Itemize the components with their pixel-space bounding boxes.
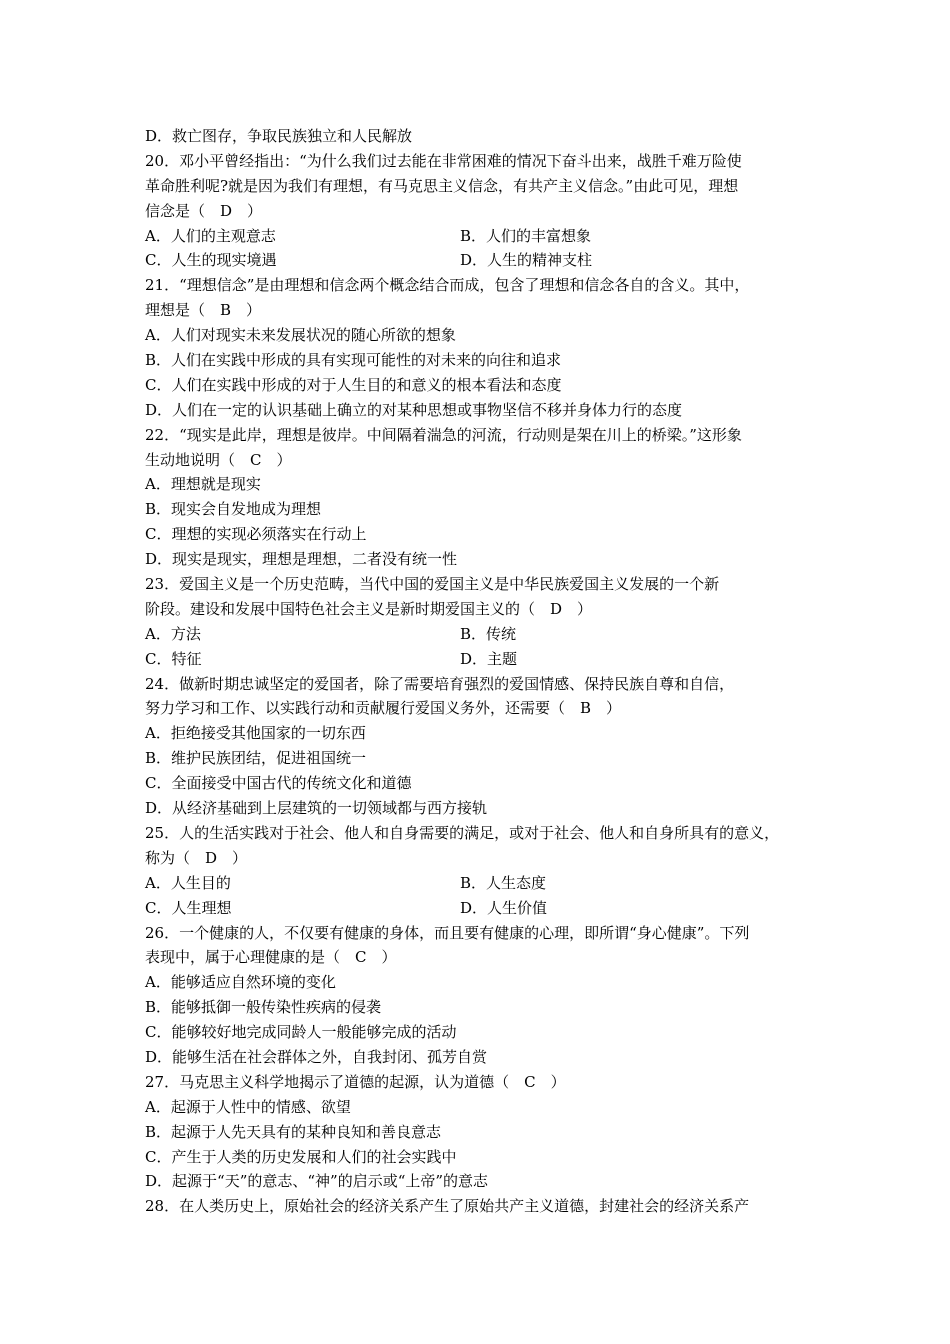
text-line: C．产生于人类的历史发展和人们的社会实践中 (145, 1147, 457, 1166)
text-line: 26．一个健康的人，不仅要有健康的身体，而且要有健康的心理，即所谓“身心健康”。下列 (145, 923, 750, 942)
text-line: 称为（ D ） (145, 848, 248, 867)
text-line: C．理想的实现必须落实在行动上 (145, 525, 367, 544)
option-left: C．人生的现实境遇 (145, 251, 277, 270)
text-line: D．救亡图存，争取民族独立和人民解放 (145, 127, 413, 145)
option-right: B．传统 (460, 624, 517, 643)
text-line: B．能够抵御一般传染性疾病的侵袭 (145, 998, 382, 1017)
text-line: D．现实是现实，理想是理想，二者没有统一性 (145, 550, 458, 569)
text-line: 22．“现实是此岸，理想是彼岸。中间隔着湍急的河流，行动则是架在川上的桥梁。”这形象 (145, 425, 742, 444)
text-line: C．人们在实践中形成的对于人生目的和意义的根本看法和态度 (145, 375, 562, 394)
text-line: 理想是（ B ） (145, 301, 262, 320)
text-line: 阶段。建设和发展中国特色社会主义是新时期爱国主义的（ D ） (145, 599, 593, 618)
option-left: C．人生理想 (145, 898, 232, 917)
option-right: D．人生价值 (460, 898, 548, 917)
text-line: A．起源于人性中的情感、欲望 (145, 1097, 351, 1116)
option-row (145, 871, 815, 896)
text-line: D．从经济基础到上层建筑的一切领域都与西方接轨 (145, 799, 488, 818)
option-left: A．人生目的 (145, 873, 231, 892)
text-line: B．起源于人先天具有的某种良知和善良意志 (145, 1122, 442, 1141)
document-body (145, 124, 815, 1219)
text-line: A．能够适应自然环境的变化 (145, 973, 336, 992)
text-line: 革命胜利呢?就是因为我们有理想，有马克思主义信念，有共产主义信念。”由此可见，理想 (145, 176, 739, 195)
option-row (145, 224, 815, 249)
option-row (145, 622, 815, 647)
text-line: 28．在人类历史上，原始社会的经济关系产生了原始共产主义道德，封建社会的经济关系产 (145, 1197, 750, 1216)
text-line: 27．马克思主义科学地揭示了道德的起源，认为道德（ C ） (145, 1072, 566, 1091)
text-line: 23．爱国主义是一个历史范畴，当代中国的爱国主义是中华民族爱国主义发展的一个新 (145, 575, 720, 594)
text-line: 生动地说明（ C ） (145, 450, 292, 469)
option-left: A．方法 (145, 624, 201, 643)
text-line: C．能够较好地完成同龄人一般能够完成的活动 (145, 1023, 457, 1042)
text-line: D．能够生活在社会群体之外，自我封闭、孤芳自赏 (145, 1047, 488, 1066)
text-line: A．拒绝接受其他国家的一切东西 (145, 724, 366, 743)
option-right: B．人们的丰富想象 (460, 226, 592, 245)
text-line: D．人们在一定的认识基础上确立的对某种思想或事物坚信不移并身体力行的态度 (145, 400, 683, 419)
text-line: 表现中，属于心理健康的是（ C ） (145, 948, 397, 967)
option-row (145, 647, 815, 672)
option-left: A．人们的主观意志 (145, 226, 276, 245)
text-line: 21．“理想信念”是由理想和信念两个概念结合而成，包含了理想和信念各自的含义。其中， (145, 276, 750, 295)
option-right: B．人生态度 (460, 873, 547, 892)
text-line: A．人们对现实未来发展状况的随心所欲的想象 (145, 326, 456, 345)
text-line: 努力学习和工作、以实践行动和贡献履行爱国义务外，还需要（ B ） (145, 699, 622, 718)
text-line: B．现实会自发地成为理想 (145, 500, 322, 519)
option-left: C．特征 (145, 649, 202, 668)
option-right: D．人生的精神支柱 (460, 251, 593, 270)
text-line: 20．邓小平曾经指出：“为什么我们过去能在非常困难的情况下奋斗出来，战胜千难万险使 (145, 151, 742, 170)
text-line: 24．做新时期忠诚坚定的爱国者，除了需要培育强烈的爱国情感、保持民族自尊和自信， (145, 674, 735, 693)
text-line: 25．人的生活实践对于社会、他人和自身需要的满足，或对于社会、他人和自身所具有的意义， (145, 823, 780, 842)
text-line: 信念是（ D ） (145, 201, 263, 220)
text-line: C．全面接受中国古代的传统文化和道德 (145, 774, 412, 793)
text-line: B．人们在实践中形成的具有实现可能性的对未来的向往和追求 (145, 351, 562, 370)
text-line: B．维护民族团结，促进祖国统一 (145, 749, 367, 768)
option-row (145, 896, 815, 921)
text-line: A．理想就是现实 (145, 475, 261, 494)
option-right: D．主题 (460, 649, 518, 668)
option-row (145, 248, 815, 273)
text-line: D．起源于“天”的意志、“神”的启示或“上帝”的意志 (145, 1172, 489, 1191)
